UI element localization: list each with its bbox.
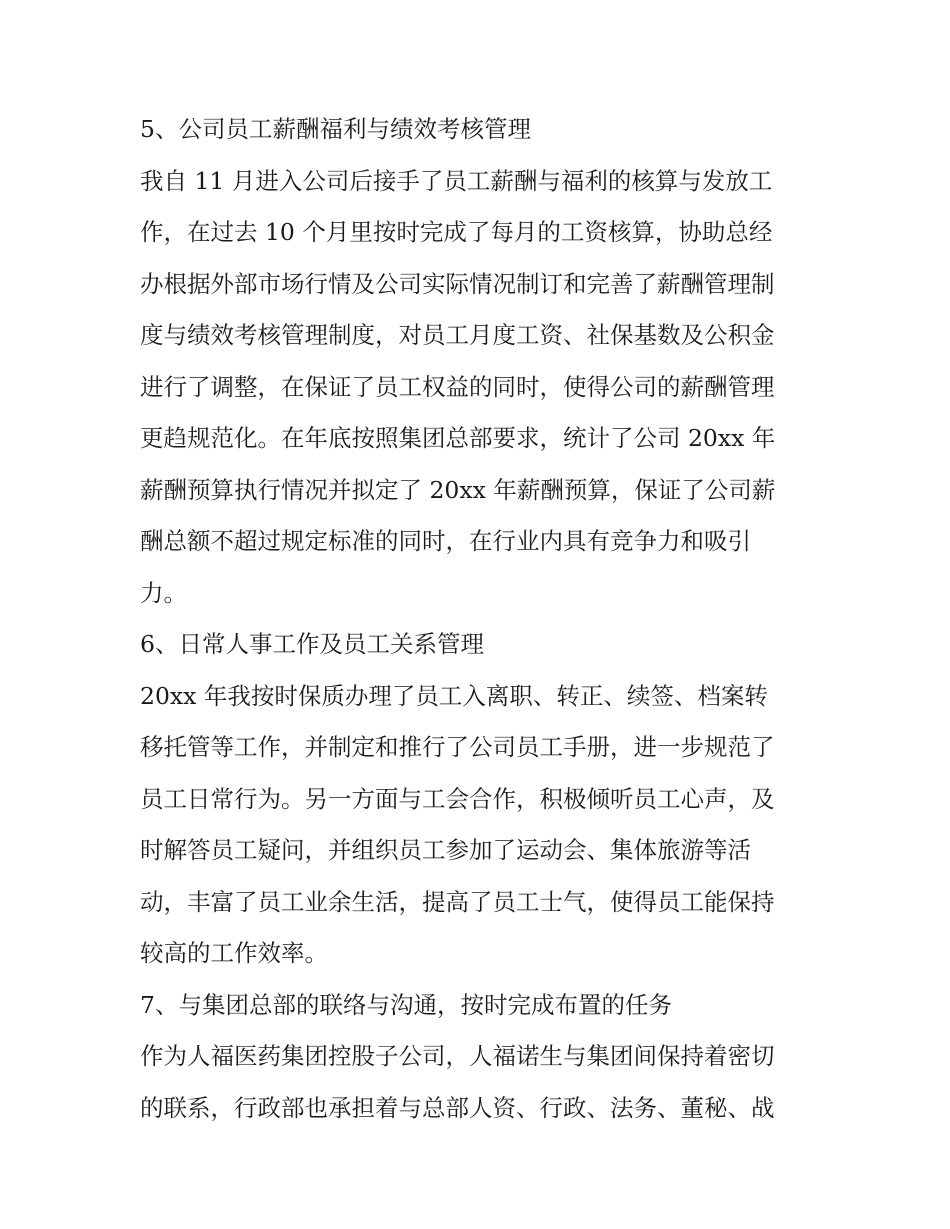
paragraph-line: 更趋规范化。在年底按照集团总部要求，统计了公司 20xx 年 — [140, 424, 776, 452]
paragraph-line: 员工日常行为。另一方面与工会合作，积极倾听员工心声，及 — [140, 784, 775, 813]
paragraph-line: 力。 — [140, 578, 187, 607]
paragraph-line: 作，在过去 10 个月里按时完成了每月的工资核算，协助总经 — [140, 218, 773, 246]
paragraph-line: 我自 11 月进入公司后接手了员工薪酬与福利的核算与发放工 — [140, 166, 773, 195]
paragraph-line: 进行了调整，在保证了员工权益的同时，使得公司的薪酬管理 — [140, 372, 775, 401]
paragraph-line: 的联系，行政部也承担着与总部人资、行政、法务、董秘、战 — [140, 1093, 775, 1122]
section-heading-7: 7、与集团总部的联络与沟通，按时完成布置的任务 — [140, 990, 672, 1019]
section-heading-5: 5、公司员工薪酬福利与绩效考核管理 — [140, 115, 531, 143]
paragraph-line: 时解答员工疑问，并组织员工参加了运动会、集体旅游等活 — [140, 836, 751, 864]
paragraph-line: 度与绩效考核管理制度，对员工月度工资、社保基数及公积金 — [140, 321, 775, 349]
paragraph-line: 酬总额不超过规定标准的同时，在行业内具有竞争力和吸引 — [140, 527, 751, 555]
paragraph-line: 作为人福医药集团控股子公司，人福诺生与集团间保持着密切 — [140, 1042, 775, 1070]
paragraph-line: 动，丰富了员工业余生活，提高了员工士气，使得员工能保持 — [140, 887, 775, 916]
body-text — [140, 104, 820, 1134]
paragraph-line: 办根据外部市场行情及公司实际情况制订和完善了薪酬管理制 — [140, 269, 775, 298]
paragraph-line: 20xx 年我按时保质办理了员工入离职、转正、续签、档案转 — [140, 681, 768, 710]
section-heading-6: 6、日常人事工作及员工关系管理 — [140, 630, 484, 658]
paragraph-line: 较高的工作效率。 — [140, 939, 328, 967]
paragraph-line: 移托管等工作，并制定和推行了公司员工手册，进一步规范了 — [140, 733, 775, 761]
paragraph-line: 薪酬预算执行情况并拟定了 20xx 年薪酬预算，保证了公司薪 — [140, 475, 776, 504]
